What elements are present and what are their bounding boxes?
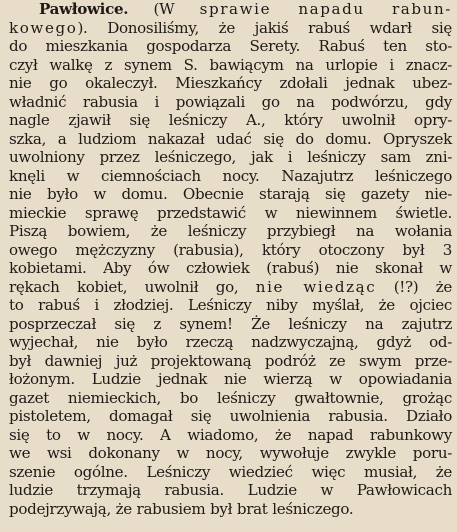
article-line	[9, 93, 452, 112]
article-text: się to w nocy. A wiadomo, że napad rabunkowy	[9, 425, 452, 444]
article-line	[9, 259, 452, 278]
article-text: rękach kobiet, uwolnił go,	[9, 277, 256, 296]
article-text: podejrzywają, że rabusiem był brat leśniczego.	[9, 499, 354, 518]
article-text: ). Donosiliśmy, że jakiś rabuś wdarł się	[77, 18, 452, 37]
article-line	[9, 241, 452, 260]
article-text: we wsi dokonany w nocy, wywołuje zwykle poru-	[9, 444, 452, 462]
article-text: szenie ogólne. Leśniczy wiedzieć więc musiał, że	[9, 462, 452, 481]
article-text: owego mężczyzny (rabusia), który otoczony był 3	[9, 240, 452, 259]
article-text: nie go okaleczył. Mieszkańcy zdołali jednak ubez-	[9, 74, 452, 92]
article-text: gazet niemieckich, bo leśniczy gwałtownie, grożąc	[9, 388, 452, 407]
article-text: mieckie sprawę przedstawić w niewinnem świetle.	[9, 203, 452, 222]
article-text: pistoletem, domagał się uwolnienia rabusia. Działo	[9, 407, 452, 425]
article-line	[9, 148, 452, 167]
article-text: do mieszkania gospodarza Serety. Rabuś ten sto-	[9, 37, 452, 55]
article-line	[9, 0, 452, 19]
article-text: (W	[128, 0, 200, 18]
article-text: Piszą bowiem, że leśniczy przybiegł na wołania	[9, 222, 452, 240]
article-text: ludzie trzymają rabusia. Ludzie w Pawłowicach	[9, 481, 452, 499]
article-line	[9, 352, 452, 371]
article-text: nagle zjawił się leśniczy A., który uwolnił opry-	[9, 111, 452, 129]
article-line	[9, 185, 452, 204]
article-line	[9, 481, 452, 500]
article-line	[9, 278, 452, 297]
article-text: szka, a ludziom nakazał udać się do domu. Opryszek	[9, 129, 452, 148]
article-line	[9, 74, 452, 93]
article-text: był dawniej już projektowaną podróż ze swym prze-	[9, 351, 452, 370]
article-text: to rabuś i złodziej. Leśniczy niby myślał, że ojciec	[9, 296, 452, 314]
article-line	[9, 111, 452, 130]
article-line	[9, 370, 452, 389]
article-text: łożonym. Ludzie jednak nie wierzą w opowiadania	[9, 370, 452, 388]
article-text: sprawie napadu rabun-	[199, 0, 452, 18]
article-line	[9, 167, 452, 186]
article-body	[9, 0, 452, 518]
article-line	[9, 407, 452, 426]
article-text: (!?) że	[376, 277, 452, 296]
article-line	[9, 463, 452, 482]
article-line	[9, 222, 452, 241]
article-line	[9, 56, 452, 75]
article-headline: Pawłowice.	[39, 0, 129, 18]
article-line	[9, 19, 452, 38]
article-line	[9, 130, 452, 149]
article-line	[9, 500, 452, 519]
article-text: knęli w ciemnościach nocy. Nazajutrz leśniczego	[9, 166, 452, 185]
article-line	[9, 37, 452, 56]
article-text: kobietami. Aby ów człowiek (rabuś) nie skonał w	[9, 259, 452, 277]
article-line	[9, 315, 452, 334]
article-line	[9, 296, 452, 315]
article-line	[9, 204, 452, 223]
article-line	[9, 444, 452, 463]
article-line	[9, 333, 452, 352]
article-text: nie było w domu. Obecnie starają się gazety nie-	[9, 185, 452, 203]
article-line	[9, 426, 452, 445]
article-text: kowego	[9, 18, 78, 37]
article-text: czył walkę z synem S. bawiącym na urlopie i znacz-	[9, 55, 452, 74]
article-line	[9, 389, 452, 408]
article-text: wyjechał, nie było rzeczą nadzwyczajną, gdyż od-	[9, 333, 452, 351]
article-text: władnić rabusia i powiązali go na podwórzu, gdy	[9, 92, 452, 111]
article-text: posprzeczał się z synem! Że leśniczy na zajutrz	[9, 314, 452, 333]
article-text: nie wiedząc	[255, 277, 377, 296]
article-text: uwolniony przez leśniczego, jak i leśniczy sam zni-	[9, 148, 452, 166]
